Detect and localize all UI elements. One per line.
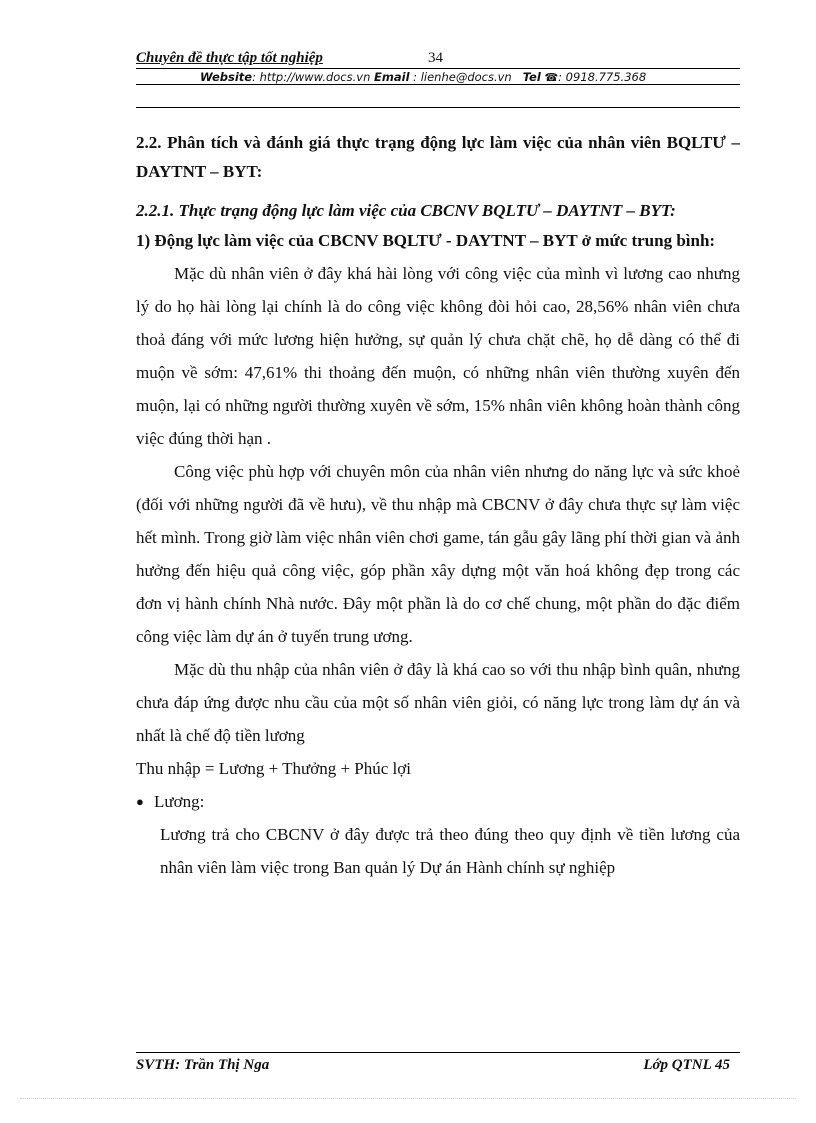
email-value: : lienhe@docs.vn (409, 70, 512, 84)
footer-rule (136, 1052, 740, 1053)
bullet-item (136, 785, 740, 818)
phone-icon: ☎ (544, 71, 559, 84)
section-heading: 2.2. Phân tích và đánh giá thực trạng động lực làm việc của nhân viên BQLTƯ – DAYTNT – BYT: (136, 133, 740, 181)
tel-value: : 0918.775.368 (558, 70, 647, 84)
page-number: 34 (428, 50, 443, 66)
email-label: Email (374, 70, 410, 84)
class-name: Lớp QTNL 45 (643, 1057, 730, 1073)
website-label: Website (200, 70, 253, 84)
header-rule-bottom (136, 107, 740, 108)
income-formula: Thu nhập = Lương + Thưởng + Phúc lợi (136, 759, 411, 778)
paragraph: Mặc dù thu nhập của nhân viên ở đây là khá cao so với thu nhập bình quân, nhưng chưa đáp ứng được nhu cầu của một số nhân viên giỏi, có năng lực trong làm dự án và nhất là chế độ tiền lương (136, 660, 740, 745)
header-rule-top (136, 68, 740, 69)
page-header (136, 50, 740, 68)
student-name: SVTH: Trần Thị Nga (136, 1057, 270, 1073)
header-rule-mid (136, 84, 740, 85)
bullet-text: Lương trả cho CBCNV ở đây được trả theo đúng theo quy định về tiền lương của nhân viên làm việc trong Ban quản lý Dự án Hành chính sự nghiệp (160, 825, 740, 877)
website-value: : http://www.docs.vn (252, 70, 371, 84)
subsection-heading: 2.2.1. Thực trạng động lực làm việc của CBCNV BQLTƯ – DAYTNT – BYT: (136, 201, 676, 220)
page-footer (136, 1057, 740, 1079)
document-title: Chuyên đề thực tập tốt nghiệp (136, 50, 323, 66)
header-top-line (136, 50, 740, 68)
tel-label: Tel (522, 70, 541, 84)
paragraph: Mặc dù nhân viên ở đây khá hài lòng với công việc của mình vì lương cao nhưng lý do họ hài lòng lại chính là do công việc không đòi hỏi cao, 28,56% nhân viên chưa thoả đáng với mức lương hiện hưởng, sự quản lý chưa chặt chẽ, họ dễ dàng có thể đi muộn về sớm: 47,61% thi thoảng đến muộn, có những nhân viên thường xuyên đến muộn, lại có những người thường xuyên về sớm, 15% nhân viên không hoàn thành công việc đúng thời hạn . (136, 264, 740, 448)
page-body (136, 128, 740, 884)
paragraph: Công việc phù hợp với chuyên môn của nhân viên nhưng do năng lực và sức khoẻ (đối với những người đã về hưu), về thu nhập mà CBCNV ở đây chưa thực sự làm việc hết mình. Trong giờ làm việc nhân viên chơi game, tán gẫu gây lãng phí thời gian và ảnh hưởng đến hiệu quả công việc, góp phần xây dựng một văn hoá không đẹp trong các đơn vị hành chính Nhà nước. Đây một phần là do cơ chế chung, một phần do đặc điểm công việc làm dự án ở tuyến trung ương. (136, 462, 740, 646)
page-edge-divider (20, 1098, 796, 1099)
point-heading: 1) Động lực làm việc của CBCNV BQLTƯ - DAYTNT – BYT ở mức trung bình: (136, 231, 716, 250)
bullet-label: Lương: (154, 792, 205, 811)
bullet-dot-icon: ● (136, 794, 144, 809)
contact-line (200, 70, 646, 84)
